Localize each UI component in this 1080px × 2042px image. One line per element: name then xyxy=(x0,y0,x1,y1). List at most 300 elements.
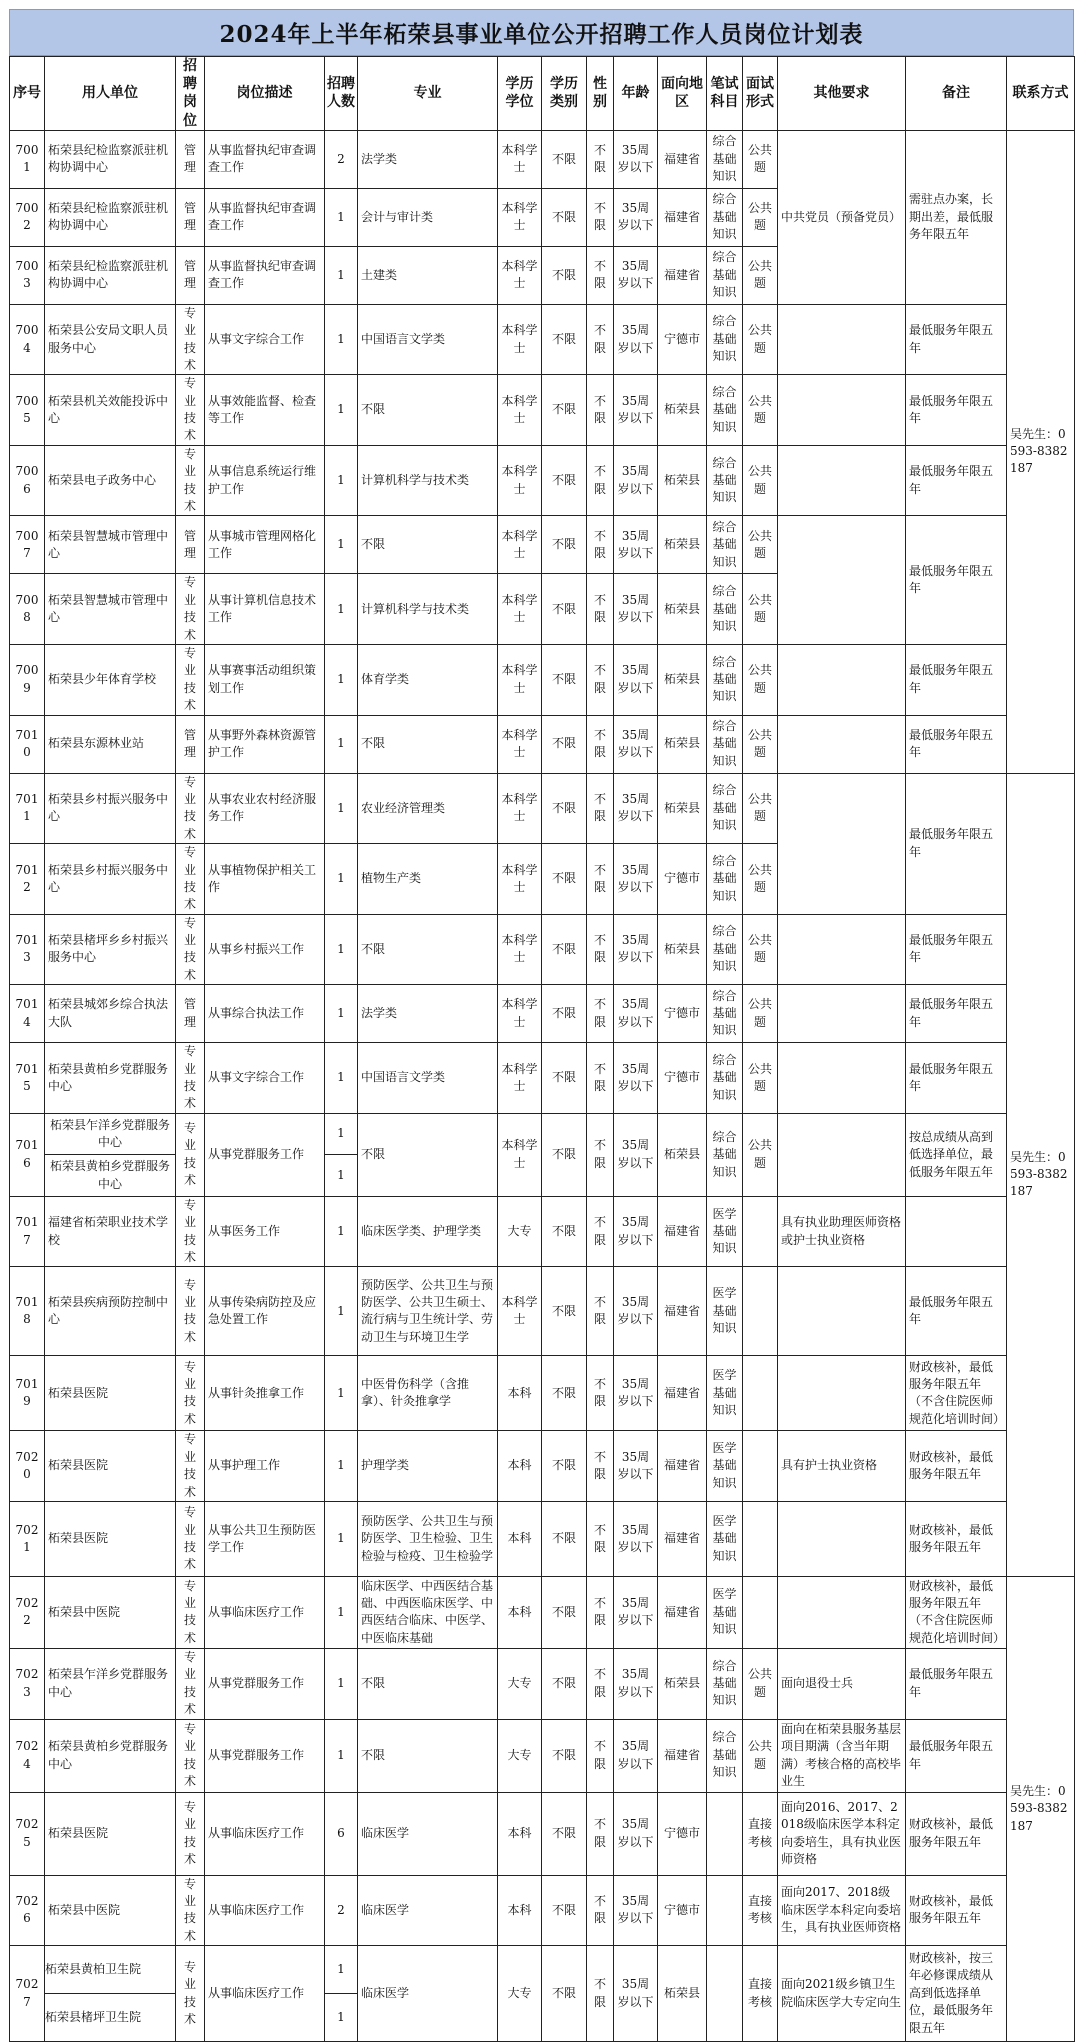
written-exam-subject-cell: 综合基础知识 xyxy=(707,1113,743,1196)
target-region-cell: 柘荣县 xyxy=(658,574,707,645)
employer-cell: 柘荣县医院 xyxy=(45,1792,176,1875)
education-category-cell: 不限 xyxy=(542,375,587,446)
table-row xyxy=(10,130,1075,188)
table-row xyxy=(10,1267,1075,1356)
other-requirements-cell: 面向2016、2017、2018级临床医学本科定向委培生，具有执业医师资格 xyxy=(778,1792,906,1875)
target-region-cell: 柘荣县 xyxy=(658,516,707,574)
age-cell: 35周岁以下 xyxy=(614,1431,658,1502)
header-other-requirements: 其他要求 xyxy=(778,57,906,131)
remarks-cell: 财政核补，最低服务年限五年（不含住院医师规范化培训时间） xyxy=(906,1576,1007,1648)
remarks-cell: 最低服务年限五年 xyxy=(906,516,1007,645)
post-description-cell: 从事临床医疗工作 xyxy=(205,1576,325,1648)
table-row xyxy=(10,715,1075,773)
education-category-cell: 不限 xyxy=(542,645,587,716)
education-category-cell: 不限 xyxy=(542,1576,587,1648)
post-description-cell: 从事监督执纪审查调查工作 xyxy=(205,246,325,304)
age-cell: 35周岁以下 xyxy=(614,844,658,915)
other-requirements-cell xyxy=(778,1113,906,1196)
remarks-cell: 最低服务年限五年 xyxy=(906,914,1007,985)
serial-number-cell: 7003 xyxy=(10,246,45,304)
employer-cell: 柘荣县黄柏乡党群服务中心 xyxy=(45,1043,176,1114)
written-exam-subject-cell: 医学基础知识 xyxy=(707,1196,743,1267)
target-region-cell: 宁德市 xyxy=(658,1792,707,1875)
interview-format-cell: 公共题 xyxy=(743,516,778,574)
target-region-cell: 柘荣县 xyxy=(658,445,707,516)
headcount-cell: 1 xyxy=(325,1501,358,1576)
gender-cell: 不限 xyxy=(587,1501,614,1576)
serial-number-cell: 7009 xyxy=(10,645,45,716)
post-type-cell: 管理 xyxy=(176,130,205,188)
major-cell: 中国语言文学类 xyxy=(358,304,498,375)
education-degree-cell: 本科学士 xyxy=(498,1113,542,1196)
post-type-cell: 专业技术 xyxy=(176,1501,205,1576)
headcount-cell: 1 xyxy=(325,574,358,645)
education-category-cell: 不限 xyxy=(542,188,587,246)
remarks-cell: 按总成绩从高到低选择单位，最低服务年限五年 xyxy=(906,1113,1007,1196)
written-exam-subject-cell: 医学基础知识 xyxy=(707,1356,743,1431)
remarks-cell: 最低服务年限五年 xyxy=(906,985,1007,1043)
education-degree-cell: 本科学士 xyxy=(498,1267,542,1356)
age-cell: 35周岁以下 xyxy=(614,914,658,985)
target-region-cell: 福建省 xyxy=(658,1576,707,1648)
education-category-cell: 不限 xyxy=(542,1875,587,1946)
post-type-cell: 专业技术 xyxy=(176,574,205,645)
header-remarks: 备注 xyxy=(906,57,1007,131)
age-cell: 35周岁以下 xyxy=(614,1792,658,1875)
employer-cell: 柘荣县乡村振兴服务中心 xyxy=(45,773,176,844)
major-cell: 体育学类 xyxy=(358,645,498,716)
education-degree-cell: 本科学士 xyxy=(498,715,542,773)
target-region-cell: 福建省 xyxy=(658,1501,707,1576)
age-cell: 35周岁以下 xyxy=(614,1043,658,1114)
post-description-cell: 从事护理工作 xyxy=(205,1431,325,1502)
serial-number-cell: 7018 xyxy=(10,1267,45,1356)
major-cell: 中医骨伤科学（含推拿）、针灸推拿学 xyxy=(358,1356,498,1431)
written-exam-subject-cell: 综合基础知识 xyxy=(707,304,743,375)
major-cell: 临床医学 xyxy=(358,1946,498,2042)
employer-cell: 柘荣县楮坪乡乡村振兴服务中心 xyxy=(45,914,176,985)
remarks-cell: 最低服务年限五年 xyxy=(906,1648,1007,1719)
gender-cell: 不限 xyxy=(587,1576,614,1648)
employer-cell: 柘荣县乡村振兴服务中心 xyxy=(45,844,176,915)
remarks-cell: 财政核补，最低服务年限五年 xyxy=(906,1792,1007,1875)
written-exam-subject-cell: 综合基础知识 xyxy=(707,844,743,915)
education-degree-cell: 本科学士 xyxy=(498,188,542,246)
written-exam-subject-cell: 综合基础知识 xyxy=(707,130,743,188)
table-row xyxy=(10,645,1075,716)
serial-number-cell: 7016 xyxy=(10,1113,45,1196)
table-row xyxy=(10,1501,1075,1576)
header-contact: 联系方式 xyxy=(1007,57,1075,131)
remarks-cell: 最低服务年限五年 xyxy=(906,1267,1007,1356)
post-description-cell: 从事信息系统运行维护工作 xyxy=(205,445,325,516)
post-type-cell: 专业技术 xyxy=(176,1431,205,1502)
gender-cell: 不限 xyxy=(587,516,614,574)
other-requirements-cell xyxy=(778,1043,906,1114)
post-description-cell: 从事党群服务工作 xyxy=(205,1719,325,1792)
remarks-cell: 最低服务年限五年 xyxy=(906,445,1007,516)
age-cell: 35周岁以下 xyxy=(614,645,658,716)
employer-cell: 柘荣县少年体育学校 xyxy=(45,645,176,716)
employer-cell xyxy=(45,1946,176,2042)
post-description-cell: 从事党群服务工作 xyxy=(205,1648,325,1719)
employer-cell: 柘荣县中医院 xyxy=(45,1875,176,1946)
post-type-cell: 专业技术 xyxy=(176,1196,205,1267)
employer-cell: 柘荣县纪检监察派驻机构协调中心 xyxy=(45,130,176,188)
contact-cell: 吴先生：0593-8382187 xyxy=(1007,130,1075,773)
interview-format-cell: 公共题 xyxy=(743,574,778,645)
post-type-cell: 专业技术 xyxy=(176,1356,205,1431)
education-degree-cell: 本科 xyxy=(498,1501,542,1576)
employer-cell: 柘荣县医院 xyxy=(45,1501,176,1576)
header-age: 年龄 xyxy=(614,57,658,131)
headcount-sub-item: 1 xyxy=(337,1126,345,1141)
interview-format-cell: 直接考核 xyxy=(743,1792,778,1875)
post-description-cell: 从事党群服务工作 xyxy=(205,1113,325,1196)
headcount-cell: 1 xyxy=(325,188,358,246)
written-exam-subject-cell: 综合基础知识 xyxy=(707,445,743,516)
employer-cell: 柘荣县黄柏乡党群服务中心 xyxy=(45,1719,176,1792)
age-cell: 35周岁以下 xyxy=(614,1719,658,1792)
headcount-cell: 1 xyxy=(325,1648,358,1719)
education-degree-cell: 本科 xyxy=(498,1431,542,1502)
education-degree-cell: 本科学士 xyxy=(498,1043,542,1114)
written-exam-subject-cell: 医学基础知识 xyxy=(707,1501,743,1576)
table-row xyxy=(10,1043,1075,1114)
employer-cell: 柘荣县乍洋乡党群服务中心 xyxy=(45,1648,176,1719)
table-header-row xyxy=(10,57,1075,131)
post-description-cell: 从事综合执法工作 xyxy=(205,985,325,1043)
gender-cell: 不限 xyxy=(587,1356,614,1431)
other-requirements-cell: 具有护士执业资格 xyxy=(778,1431,906,1502)
employer-cell: 柘荣县电子政务中心 xyxy=(45,445,176,516)
header-education-degree: 学历学位 xyxy=(498,57,542,131)
other-requirements-cell xyxy=(778,914,906,985)
header-post-description: 岗位描述 xyxy=(205,57,325,131)
employer-cell: 柘荣县医院 xyxy=(45,1431,176,1502)
age-cell: 35周岁以下 xyxy=(614,1267,658,1356)
headcount-cell: 6 xyxy=(325,1792,358,1875)
headcount-sub-item: 1 xyxy=(337,1961,345,1976)
headcount-cell: 1 xyxy=(325,445,358,516)
education-degree-cell: 本科学士 xyxy=(498,914,542,985)
header-target-region: 面向地区 xyxy=(658,57,707,131)
serial-number-cell: 7014 xyxy=(10,985,45,1043)
post-type-cell: 管理 xyxy=(176,985,205,1043)
other-requirements-cell xyxy=(778,304,906,375)
headcount-cell: 1 xyxy=(325,844,358,915)
post-description-cell: 从事植物保护相关工作 xyxy=(205,844,325,915)
post-description-cell: 从事赛事活动组织策划工作 xyxy=(205,645,325,716)
remarks-cell: 财政核补，最低服务年限五年（不含住院医师规范化培训时间） xyxy=(906,1356,1007,1431)
gender-cell: 不限 xyxy=(587,246,614,304)
serial-number-cell: 7008 xyxy=(10,574,45,645)
target-region-cell: 福建省 xyxy=(658,1719,707,1792)
post-description-cell: 从事效能监督、检查等工作 xyxy=(205,375,325,446)
gender-cell: 不限 xyxy=(587,1719,614,1792)
post-type-cell: 管理 xyxy=(176,516,205,574)
post-description-cell: 从事乡村振兴工作 xyxy=(205,914,325,985)
major-cell: 临床医学、中西医结合基础、中西医临床医学、中西医结合临床、中医学、中医临床基础 xyxy=(358,1576,498,1648)
employer-cell: 柘荣县中医院 xyxy=(45,1576,176,1648)
post-type-cell: 管理 xyxy=(176,246,205,304)
education-category-cell: 不限 xyxy=(542,715,587,773)
major-cell: 计算机科学与技术类 xyxy=(358,445,498,516)
gender-cell: 不限 xyxy=(587,645,614,716)
employer-cell: 柘荣县智慧城市管理中心 xyxy=(45,516,176,574)
written-exam-subject-cell: 医学基础知识 xyxy=(707,1576,743,1648)
headcount-cell: 1 xyxy=(325,304,358,375)
table-row xyxy=(10,773,1075,844)
serial-number-cell: 7025 xyxy=(10,1792,45,1875)
headcount-cell: 1 xyxy=(325,516,358,574)
other-requirements-cell xyxy=(778,375,906,446)
education-degree-cell: 本科学士 xyxy=(498,773,542,844)
gender-cell: 不限 xyxy=(587,1431,614,1502)
major-cell: 农业经济管理类 xyxy=(358,773,498,844)
other-requirements-cell: 面向2021级乡镇卫生院临床医学大专定向生 xyxy=(778,1946,906,2042)
table-row xyxy=(10,985,1075,1043)
post-type-cell: 专业技术 xyxy=(176,1648,205,1719)
gender-cell: 不限 xyxy=(587,1267,614,1356)
age-cell: 35周岁以下 xyxy=(614,188,658,246)
education-degree-cell: 本科 xyxy=(498,1792,542,1875)
major-cell: 临床医学 xyxy=(358,1792,498,1875)
education-degree-cell: 本科学士 xyxy=(498,844,542,915)
target-region-cell: 宁德市 xyxy=(658,304,707,375)
headcount-sub-item: 1 xyxy=(325,1154,358,1196)
post-type-cell: 专业技术 xyxy=(176,1719,205,1792)
major-cell: 中国语言文学类 xyxy=(358,1043,498,1114)
interview-format-cell: 直接考核 xyxy=(743,1875,778,1946)
interview-format-cell: 直接考核 xyxy=(743,1946,778,2042)
age-cell: 35周岁以下 xyxy=(614,516,658,574)
employer-cell: 福建省柘荣职业技术学校 xyxy=(45,1196,176,1267)
education-category-cell: 不限 xyxy=(542,1501,587,1576)
education-degree-cell: 本科学士 xyxy=(498,985,542,1043)
remarks-cell: 财政核补，最低服务年限五年 xyxy=(906,1501,1007,1576)
headcount-cell: 1 xyxy=(325,1267,358,1356)
major-cell: 预防医学、公共卫生与预防医学、公共卫生硕士、流行病与卫生统计学、劳动卫生与环境卫生学 xyxy=(358,1267,498,1356)
education-degree-cell: 本科学士 xyxy=(498,445,542,516)
education-degree-cell: 本科 xyxy=(498,1356,542,1431)
gender-cell: 不限 xyxy=(587,914,614,985)
major-cell: 土建类 xyxy=(358,246,498,304)
headcount-cell: 1 xyxy=(325,1431,358,1502)
post-description-cell: 从事文字综合工作 xyxy=(205,1043,325,1114)
employer-cell: 柘荣县智慧城市管理中心 xyxy=(45,574,176,645)
table-row xyxy=(10,1719,1075,1792)
headcount-cell: 1 xyxy=(325,773,358,844)
target-region-cell: 柘荣县 xyxy=(658,1113,707,1196)
post-type-cell: 专业技术 xyxy=(176,1875,205,1946)
headcount-cell: 1 xyxy=(325,1196,358,1267)
contact-cell: 吴先生：0593-8382187 xyxy=(1007,1576,1075,2041)
education-category-cell: 不限 xyxy=(542,1719,587,1792)
document-title: 2024年上半年柘荣县事业单位公开招聘工作人员岗位计划表 xyxy=(9,9,1074,56)
post-description-cell: 从事城市管理网格化工作 xyxy=(205,516,325,574)
remarks-cell: 最低服务年限五年 xyxy=(906,645,1007,716)
interview-format-cell: 公共题 xyxy=(743,246,778,304)
table-row xyxy=(10,1113,1075,1196)
headcount-cell: 1 xyxy=(325,1356,358,1431)
employer-sub-item: 柘荣县楮坪卫生院 xyxy=(45,1993,176,2041)
written-exam-subject-cell: 综合基础知识 xyxy=(707,914,743,985)
age-cell: 35周岁以下 xyxy=(614,715,658,773)
education-category-cell: 不限 xyxy=(542,574,587,645)
employer-cell: 柘荣县机关效能投诉中心 xyxy=(45,375,176,446)
post-type-cell: 专业技术 xyxy=(176,645,205,716)
header-gender: 性别 xyxy=(587,57,614,131)
serial-number-cell: 7027 xyxy=(10,1946,45,2042)
target-region-cell: 福建省 xyxy=(658,188,707,246)
interview-format-cell: 公共题 xyxy=(743,1113,778,1196)
remarks-cell: 财政核补，最低服务年限五年 xyxy=(906,1875,1007,1946)
employer-cell: 柘荣县城郊乡综合执法大队 xyxy=(45,985,176,1043)
headcount-cell: 1 xyxy=(325,715,358,773)
headcount-sub-item: 1 xyxy=(325,1993,358,2041)
serial-number-cell: 7001 xyxy=(10,130,45,188)
major-cell: 法学类 xyxy=(358,985,498,1043)
major-cell: 法学类 xyxy=(358,130,498,188)
remarks-cell: 最低服务年限五年 xyxy=(906,715,1007,773)
gender-cell: 不限 xyxy=(587,130,614,188)
interview-format-cell: 公共题 xyxy=(743,645,778,716)
education-category-cell: 不限 xyxy=(542,1946,587,2042)
age-cell: 35周岁以下 xyxy=(614,1946,658,2042)
post-type-cell: 专业技术 xyxy=(176,304,205,375)
post-type-cell: 专业技术 xyxy=(176,375,205,446)
age-cell: 35周岁以下 xyxy=(614,574,658,645)
target-region-cell: 宁德市 xyxy=(658,1875,707,1946)
post-type-cell: 专业技术 xyxy=(176,773,205,844)
interview-format-cell: 公共题 xyxy=(743,715,778,773)
gender-cell: 不限 xyxy=(587,1648,614,1719)
serial-number-cell: 7021 xyxy=(10,1501,45,1576)
age-cell: 35周岁以下 xyxy=(614,1576,658,1648)
recruitment-table xyxy=(9,56,1075,2042)
written-exam-subject-cell: 综合基础知识 xyxy=(707,985,743,1043)
other-requirements-cell xyxy=(778,445,906,516)
interview-format-cell: 公共题 xyxy=(743,1648,778,1719)
target-region-cell: 柘荣县 xyxy=(658,645,707,716)
headcount-cell: 1 xyxy=(325,645,358,716)
headcount-cell xyxy=(325,1946,358,2042)
major-cell: 护理学类 xyxy=(358,1431,498,1502)
target-region-cell: 福建省 xyxy=(658,246,707,304)
table-row xyxy=(10,445,1075,516)
age-cell: 35周岁以下 xyxy=(614,375,658,446)
education-category-cell: 不限 xyxy=(542,1356,587,1431)
age-cell: 35周岁以下 xyxy=(614,246,658,304)
education-degree-cell: 本科学士 xyxy=(498,645,542,716)
header-interview-format: 面试形式 xyxy=(743,57,778,131)
written-exam-subject-cell: 医学基础知识 xyxy=(707,1267,743,1356)
major-cell: 计算机科学与技术类 xyxy=(358,574,498,645)
age-cell: 35周岁以下 xyxy=(614,985,658,1043)
post-type-cell: 专业技术 xyxy=(176,1267,205,1356)
serial-number-cell: 7012 xyxy=(10,844,45,915)
written-exam-subject-cell: 医学基础知识 xyxy=(707,1431,743,1502)
employer-cell: 柘荣县东源林业站 xyxy=(45,715,176,773)
written-exam-subject-cell: 综合基础知识 xyxy=(707,246,743,304)
major-cell: 会计与审计类 xyxy=(358,188,498,246)
written-exam-subject-cell xyxy=(707,1875,743,1946)
post-description-cell: 从事临床医疗工作 xyxy=(205,1946,325,2042)
headcount-cell: 2 xyxy=(325,1875,358,1946)
table-row xyxy=(10,375,1075,446)
other-requirements-cell xyxy=(778,1576,906,1648)
education-category-cell: 不限 xyxy=(542,1648,587,1719)
serial-number-cell: 7007 xyxy=(10,516,45,574)
education-category-cell: 不限 xyxy=(542,1267,587,1356)
header-post-type: 招聘岗位 xyxy=(176,57,205,131)
gender-cell: 不限 xyxy=(587,1196,614,1267)
major-cell: 植物生产类 xyxy=(358,844,498,915)
serial-number-cell: 7017 xyxy=(10,1196,45,1267)
employer-cell: 柘荣县疾病预防控制中心 xyxy=(45,1267,176,1356)
table-row xyxy=(10,1431,1075,1502)
other-requirements-cell xyxy=(778,1356,906,1431)
remarks-cell: 财政核补，最低服务年限五年 xyxy=(906,1431,1007,1502)
table-row xyxy=(10,914,1075,985)
target-region-cell: 柘荣县 xyxy=(658,1648,707,1719)
written-exam-subject-cell: 综合基础知识 xyxy=(707,1648,743,1719)
interview-format-cell: 公共题 xyxy=(743,188,778,246)
education-degree-cell: 本科学士 xyxy=(498,516,542,574)
post-type-cell: 专业技术 xyxy=(176,1792,205,1875)
post-description-cell: 从事监督执纪审查调查工作 xyxy=(205,130,325,188)
post-type-cell: 专业技术 xyxy=(176,1946,205,2042)
education-category-cell: 不限 xyxy=(542,1196,587,1267)
other-requirements-cell xyxy=(778,715,906,773)
major-cell: 临床医学 xyxy=(358,1875,498,1946)
gender-cell: 不限 xyxy=(587,1875,614,1946)
employer-cell: 柘荣县公安局文职人员服务中心 xyxy=(45,304,176,375)
post-description-cell: 从事监督执纪审查调查工作 xyxy=(205,188,325,246)
target-region-cell: 柘荣县 xyxy=(658,375,707,446)
target-region-cell: 福建省 xyxy=(658,1267,707,1356)
education-degree-cell: 本科学士 xyxy=(498,574,542,645)
post-description-cell: 从事针灸推拿工作 xyxy=(205,1356,325,1431)
headcount-cell: 1 xyxy=(325,1043,358,1114)
post-type-cell: 专业技术 xyxy=(176,445,205,516)
headcount-cell: 1 xyxy=(325,1719,358,1792)
table-row xyxy=(10,1196,1075,1267)
major-cell: 临床医学类、护理学类 xyxy=(358,1196,498,1267)
remarks-cell: 财政核补，按三年必修课成绩从高到低选择单位，最低服务年限五年 xyxy=(906,1946,1007,2042)
education-category-cell: 不限 xyxy=(542,304,587,375)
post-type-cell: 管理 xyxy=(176,715,205,773)
target-region-cell: 福建省 xyxy=(658,1196,707,1267)
post-type-cell: 专业技术 xyxy=(176,1043,205,1114)
age-cell: 35周岁以下 xyxy=(614,1196,658,1267)
headcount-cell: 1 xyxy=(325,1576,358,1648)
other-requirements-cell: 面向2017、2018级临床医学本科定向委培生，具有执业医师资格 xyxy=(778,1875,906,1946)
interview-format-cell: 公共题 xyxy=(743,773,778,844)
serial-number-cell: 7015 xyxy=(10,1043,45,1114)
gender-cell: 不限 xyxy=(587,1792,614,1875)
education-category-cell: 不限 xyxy=(542,844,587,915)
gender-cell: 不限 xyxy=(587,574,614,645)
other-requirements-cell: 面向在柘荣县服务基层项目期满（含当年期满）考核合格的高校毕业生 xyxy=(778,1719,906,1792)
target-region-cell: 柘荣县 xyxy=(658,715,707,773)
serial-number-cell: 7019 xyxy=(10,1356,45,1431)
interview-format-cell xyxy=(743,1576,778,1648)
target-region-cell: 宁德市 xyxy=(658,844,707,915)
interview-format-cell xyxy=(743,1267,778,1356)
interview-format-cell: 公共题 xyxy=(743,445,778,516)
